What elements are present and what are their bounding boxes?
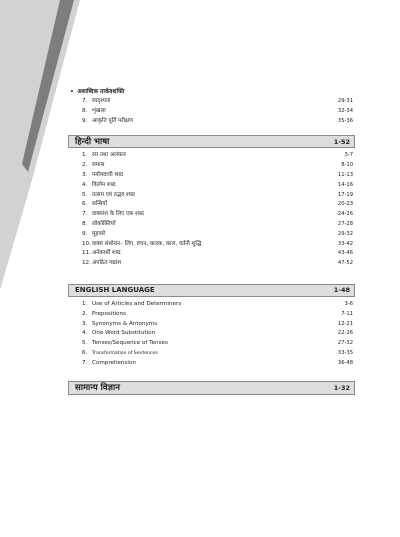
entry-number: 8.	[82, 107, 88, 114]
entry-label: सन्धियाँ	[92, 201, 107, 208]
entry-pages: 27-32	[337, 340, 353, 347]
entry-label-wrap	[82, 359, 136, 369]
toc-entry[interactable]	[68, 171, 355, 181]
entry-label: अपठित गद्यांश	[92, 260, 122, 267]
entry-label-wrap	[82, 191, 135, 201]
section-page-range: 1-48	[333, 286, 350, 295]
toc-entry[interactable]	[68, 310, 355, 320]
entry-pages: 29-31	[337, 98, 353, 104]
entry-number: 5.	[82, 191, 88, 198]
entry-number: 12.	[82, 260, 91, 267]
entry-pages: 32-34	[337, 107, 353, 114]
toc-entry[interactable]	[68, 249, 355, 259]
entry-number: 5.	[82, 340, 88, 347]
entry-number: 6.	[82, 201, 88, 208]
toc-entry[interactable]	[68, 97, 355, 107]
entry-label: वाक्यांश के लिए एक शब्द	[92, 211, 144, 218]
section-title: हिन्दी भाषा	[75, 137, 110, 148]
entry-number: 7.	[82, 211, 88, 218]
section-header-hindi[interactable]	[68, 135, 355, 148]
entry-pages: 24-26	[337, 211, 353, 218]
toc-entry[interactable]	[68, 200, 355, 210]
entry-number: 7.	[82, 98, 88, 104]
entry-label-wrap	[82, 210, 144, 220]
section-title: सामान्य विज्ञान	[75, 383, 120, 394]
entry-number: 6.	[82, 349, 88, 356]
entry-label: Tenses/Sequence of Tenses	[92, 340, 168, 347]
entry-pages: 22-26	[337, 330, 353, 337]
entry-pages: 12-21	[337, 320, 353, 327]
section-header-english[interactable]	[68, 284, 355, 297]
entry-number: 2.	[82, 162, 88, 169]
entry-number: 2.	[82, 310, 88, 317]
entry-label-wrap	[82, 220, 115, 230]
toc-entry[interactable]	[68, 161, 355, 171]
group-heading	[68, 88, 355, 97]
entry-pages: 29-32	[337, 230, 353, 237]
entry-number: 1.	[82, 300, 88, 307]
entry-label: सादृश्यता	[92, 98, 111, 104]
entry-label-wrap	[82, 107, 106, 117]
toc-entry[interactable]	[68, 349, 355, 359]
entry-label-wrap	[82, 259, 121, 269]
entry-label: One Word Substitution	[92, 330, 156, 337]
entry-pages: 33-42	[337, 240, 353, 247]
entry-label-wrap	[82, 339, 168, 349]
entry-number: 9.	[82, 117, 88, 124]
section-header-general-science[interactable]	[68, 381, 355, 395]
entry-label: मुहावरे	[92, 230, 106, 237]
entry-label-wrap	[82, 310, 126, 320]
entry-number: 7.	[82, 359, 88, 366]
entry-pages: 3-6	[344, 300, 353, 307]
toc-entry[interactable]	[68, 191, 355, 201]
entry-label-wrap	[82, 161, 104, 171]
entry-label-wrap	[82, 320, 157, 330]
entry-number: 3.	[82, 320, 88, 327]
toc-entry[interactable]	[68, 359, 355, 369]
entry-label: विलोम शब्द	[92, 181, 116, 188]
toc-entry[interactable]	[68, 300, 355, 310]
section-entry-list	[68, 300, 355, 369]
entry-number: 11.	[82, 250, 91, 257]
section-page-range: 1-52	[333, 137, 350, 146]
section-page-range: 1-32	[333, 383, 350, 392]
entry-label-wrap	[82, 171, 123, 181]
entry-label: वाक्य संशोधन– लिंग, वचन, कारक, काल, वर्तनी शुद्धि	[92, 240, 202, 247]
table-of-contents	[68, 88, 355, 395]
entry-pages: 14-16	[337, 181, 353, 188]
entry-label: पर्यायवाची शब्द	[92, 171, 124, 178]
section-entry-list	[68, 151, 355, 269]
toc-entry[interactable]	[68, 117, 355, 127]
entry-pages: 27-28	[337, 220, 353, 227]
entry-label: Prepositions	[92, 310, 126, 317]
group-heading-text: अशाब्दिक तार्कवशक्ति	[77, 89, 125, 95]
entry-label-wrap	[82, 181, 116, 191]
entry-pages: 36-48	[337, 359, 353, 366]
entry-label: लोकोक्तियाँ	[92, 220, 116, 227]
entry-label: Comprehension	[92, 359, 136, 366]
entry-label: रस तथा अलंकार	[92, 152, 126, 159]
entry-label: Use of Articles and Determiners	[92, 300, 182, 307]
toc-section-general-science	[68, 381, 355, 395]
toc-entry[interactable]	[68, 220, 355, 230]
entry-label-wrap	[82, 200, 107, 210]
entry-pages: 33-35	[337, 349, 353, 356]
toc-entry[interactable]	[68, 230, 355, 240]
toc-entry[interactable]	[68, 107, 355, 117]
entry-pages: 17-19	[337, 191, 353, 198]
toc-entry[interactable]	[68, 329, 355, 339]
toc-section-english	[68, 284, 355, 369]
entry-label-wrap	[82, 329, 155, 339]
entry-label-wrap	[82, 151, 126, 161]
toc-entry[interactable]	[68, 151, 355, 161]
section-title: ENGLISH LANGUAGE	[75, 286, 155, 295]
entry-number: 9.	[82, 230, 88, 237]
entry-label-wrap	[82, 300, 181, 310]
toc-group-nonverbal-reasoning	[68, 88, 355, 126]
toc-entry[interactable]	[68, 339, 355, 349]
entry-pages: 43-46	[337, 250, 353, 257]
entry-label: अनेकार्थी शब्द	[92, 250, 121, 257]
entry-label: आकृति पूर्ति परीक्षण	[92, 117, 133, 124]
toc-entry[interactable]	[68, 320, 355, 330]
entry-pages: 47-52	[337, 260, 353, 267]
entry-number: 4.	[82, 181, 88, 188]
entry-number: 8.	[82, 220, 88, 227]
entry-label: समास	[92, 162, 105, 169]
entry-pages: 35-36	[337, 117, 353, 124]
entry-pages: 20-23	[337, 201, 353, 208]
entry-number: 3.	[82, 171, 88, 178]
toc-section-hindi	[68, 135, 355, 269]
entry-label: शृंखला	[92, 107, 106, 114]
entry-label-wrap	[82, 97, 110, 107]
entry-label-wrap	[82, 117, 133, 127]
entry-label-wrap	[82, 240, 201, 250]
entry-pages: 3-7	[344, 152, 353, 159]
entry-label-wrap	[82, 230, 105, 240]
toc-entry[interactable]	[68, 259, 355, 269]
entry-label-wrap	[82, 249, 121, 259]
toc-entry[interactable]	[68, 210, 355, 220]
entry-number: 4.	[82, 330, 88, 337]
entry-label-wrap	[82, 349, 158, 359]
entry-label: Transformation of Sentences	[92, 350, 158, 356]
entry-label: Synonyms & Antonyms	[92, 320, 158, 327]
entry-pages: 7-11	[341, 310, 353, 317]
entry-number: 10.	[82, 240, 91, 247]
bullet-icon	[71, 90, 73, 92]
entry-pages: 8-10	[341, 162, 353, 169]
entry-label: तत्सम एवं तद्भव शब्द	[92, 191, 135, 198]
toc-entry[interactable]	[68, 181, 355, 191]
entry-pages: 11-13	[337, 171, 353, 178]
entry-number: 1.	[82, 152, 88, 159]
toc-entry[interactable]	[68, 240, 355, 250]
